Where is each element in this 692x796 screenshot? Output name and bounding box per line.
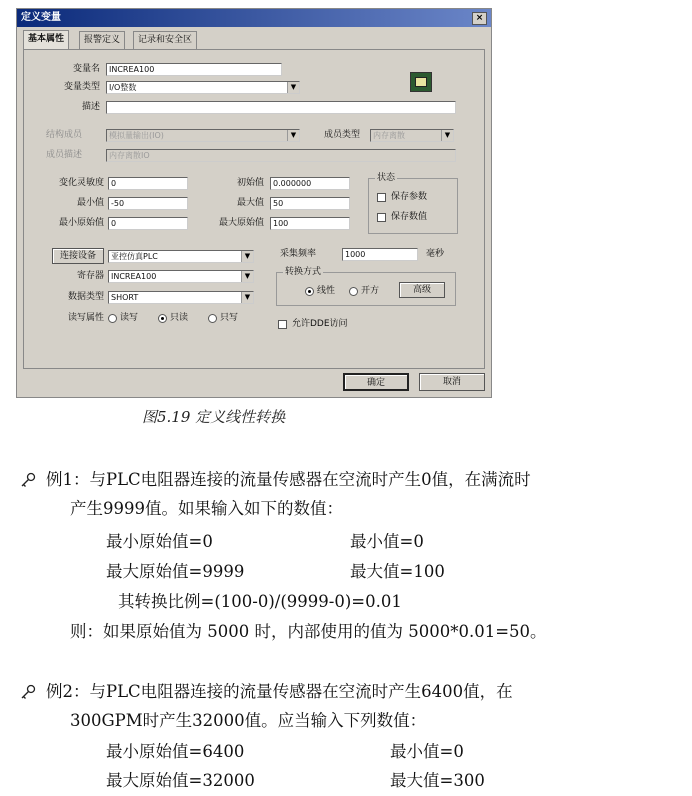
member-type-select[interactable] bbox=[370, 129, 454, 142]
chevron-down-icon[interactable]: ▼ bbox=[241, 271, 253, 282]
member-desc-label: 成员描述 bbox=[46, 150, 83, 160]
chevron-down-icon[interactable]: ▼ bbox=[441, 130, 453, 141]
tab-basic[interactable]: 基本属性 bbox=[23, 30, 69, 50]
dialog-titlebar bbox=[17, 9, 491, 27]
linear-label: 线性 bbox=[317, 286, 336, 296]
example2-line1: 例2：与PLC电阻器连接的流量传感器在空流时产生6400值，在 bbox=[46, 682, 513, 701]
tab-record-security[interactable]: 记录和安全区 bbox=[133, 31, 197, 49]
min-raw-field[interactable]: 0 bbox=[108, 217, 188, 230]
key-icon bbox=[20, 472, 36, 488]
key-icon bbox=[20, 684, 36, 700]
desc-field[interactable] bbox=[106, 101, 456, 114]
ok-button[interactable]: 确定 bbox=[343, 373, 409, 391]
example1-line2: 产生9999值。如果输入如下的数值： bbox=[70, 499, 343, 518]
dialog-title: 定义变量 bbox=[21, 12, 61, 23]
example1-ratio: 其转换比例=(100-0)/(9999-0)=0.01 bbox=[118, 592, 402, 611]
status-group-title: 状态 bbox=[377, 173, 396, 183]
status-group bbox=[368, 173, 458, 234]
member-type-label: 成员类型 bbox=[324, 130, 361, 140]
example1-result: 则：如果原始值为 5000 时，内部使用的值为 5000*0.01=50。 bbox=[70, 622, 547, 641]
example1-line1: 例1：与PLC电阻器连接的流量传感器在空流时产生0值，在满流时 bbox=[46, 470, 531, 489]
variable-icon bbox=[410, 72, 432, 92]
var-type-label: 变量类型 bbox=[63, 82, 100, 92]
var-type-value: I/O整数 bbox=[109, 83, 137, 92]
tab-alarm[interactable]: 报警定义 bbox=[79, 31, 125, 49]
example1-max-value: 最大值=100 bbox=[350, 562, 445, 581]
sqrt-label: 开方 bbox=[361, 286, 380, 296]
initial-value-field[interactable]: 0.000000 bbox=[270, 177, 350, 190]
linear-radio[interactable] bbox=[305, 287, 314, 296]
rw-writeonly-radio[interactable] bbox=[208, 314, 217, 323]
define-variable-dialog bbox=[16, 8, 492, 398]
chevron-down-icon[interactable]: ▼ bbox=[241, 251, 253, 262]
connect-device-select[interactable] bbox=[108, 250, 254, 263]
example2-line2: 300GPM时产生32000值。应当输入下列数值： bbox=[70, 711, 427, 730]
max-raw-field[interactable]: 100 bbox=[270, 217, 350, 230]
sensitivity-label: 变化灵敏度 bbox=[58, 178, 104, 188]
sqrt-radio[interactable] bbox=[349, 287, 358, 296]
rw-writeonly-label: 只写 bbox=[220, 313, 239, 323]
connect-device-button[interactable]: 连接设备 bbox=[52, 248, 104, 264]
var-name-label: 变量名 bbox=[72, 64, 100, 74]
rw-readwrite-radio[interactable] bbox=[108, 314, 117, 323]
dde-label: 允许DDE访问 bbox=[292, 319, 348, 329]
scan-unit: 毫秒 bbox=[426, 249, 445, 259]
convert-group-title: 转换方式 bbox=[285, 267, 322, 277]
min-value-field[interactable]: -50 bbox=[108, 197, 188, 210]
data-type-select[interactable] bbox=[108, 291, 254, 304]
desc-label: 描述 bbox=[81, 102, 100, 112]
initial-value-label: 初始值 bbox=[236, 178, 264, 188]
min-raw-label: 最小原始值 bbox=[58, 218, 104, 228]
sensitivity-field[interactable]: 0 bbox=[108, 177, 188, 190]
save-value-label: 保存数值 bbox=[391, 212, 428, 222]
data-type-label: 数据类型 bbox=[67, 292, 104, 302]
max-raw-label: 最大原始值 bbox=[218, 218, 264, 228]
chevron-down-icon[interactable]: ▼ bbox=[287, 130, 299, 141]
example1-min-value: 最小值=0 bbox=[350, 532, 424, 551]
rw-readonly-radio[interactable] bbox=[158, 314, 167, 323]
save-param-label: 保存参数 bbox=[391, 192, 428, 202]
dde-checkbox[interactable] bbox=[278, 320, 287, 329]
rw-label: 读写属性 bbox=[67, 313, 104, 323]
example2-min-raw: 最小原始值=6400 bbox=[106, 742, 245, 761]
chevron-down-icon[interactable]: ▼ bbox=[241, 292, 253, 303]
save-value-checkbox[interactable] bbox=[377, 213, 386, 222]
scan-label: 采集频率 bbox=[280, 249, 317, 259]
example1-min-raw: 最小原始值=0 bbox=[106, 532, 213, 551]
convert-group bbox=[276, 267, 456, 306]
cancel-button[interactable]: 取消 bbox=[419, 373, 485, 391]
chevron-down-icon[interactable]: ▼ bbox=[287, 82, 299, 93]
rw-readonly-label: 只读 bbox=[170, 313, 189, 323]
struct-member-value: 模拟量输出(IO) bbox=[109, 131, 164, 140]
basic-properties-panel bbox=[23, 49, 485, 369]
example1-max-raw: 最大原始值=9999 bbox=[106, 562, 245, 581]
example2-max-raw: 最大原始值=32000 bbox=[106, 771, 255, 790]
min-value-label: 最小值 bbox=[76, 198, 104, 208]
data-type-value: SHORT bbox=[111, 293, 139, 302]
example2-max-value: 最大值=300 bbox=[390, 771, 485, 790]
save-param-checkbox[interactable] bbox=[377, 193, 386, 202]
figure-caption: 图5.19 定义线性转换 bbox=[142, 408, 286, 426]
member-type-value: 内存离散 bbox=[373, 131, 405, 140]
var-name-field[interactable]: INCREA100 bbox=[106, 63, 282, 76]
connect-device-value: 亚控仿真PLC bbox=[111, 252, 158, 261]
max-value-label: 最大值 bbox=[236, 198, 264, 208]
advanced-button[interactable]: 高级 bbox=[399, 282, 445, 298]
rw-readwrite-label: 读写 bbox=[120, 313, 139, 323]
register-select[interactable] bbox=[108, 270, 254, 283]
member-desc-field[interactable]: 内存离散IO bbox=[106, 149, 456, 162]
close-button[interactable]: × bbox=[472, 12, 487, 25]
max-value-field[interactable]: 50 bbox=[270, 197, 350, 210]
register-value: INCREA100 bbox=[111, 272, 157, 281]
scan-field[interactable]: 1000 bbox=[342, 248, 418, 261]
struct-member-select[interactable] bbox=[106, 129, 300, 142]
example2-min-value: 最小值=0 bbox=[390, 742, 464, 761]
var-type-select[interactable] bbox=[106, 81, 300, 94]
struct-member-label: 结构成员 bbox=[46, 130, 83, 140]
register-label: 寄存器 bbox=[76, 271, 104, 281]
